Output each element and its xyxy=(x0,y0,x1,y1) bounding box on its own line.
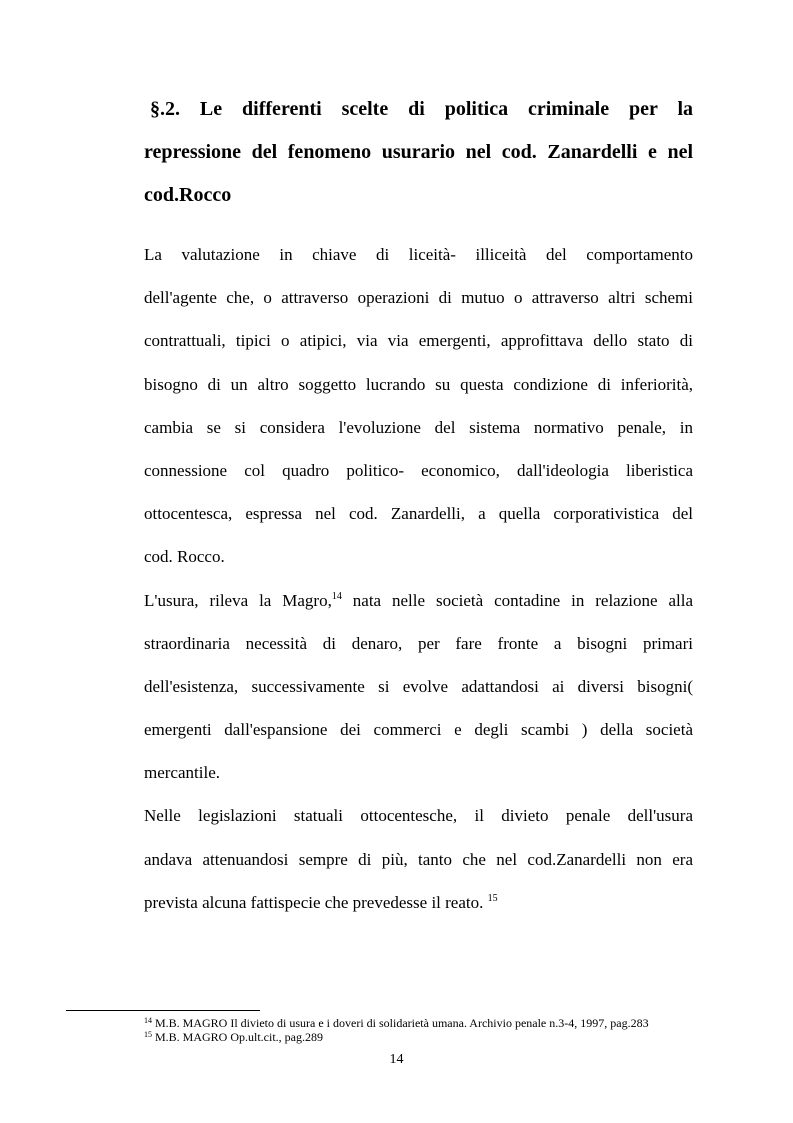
footnote-number: 15 xyxy=(144,1030,152,1039)
text-line: cambia se si considera l'evoluzione del sistema normativo penale, in xyxy=(144,417,693,437)
footnote-number: 14 xyxy=(144,1016,152,1025)
text-line: cod. Rocco. xyxy=(144,547,225,567)
footnote xyxy=(144,1030,744,1044)
footnote xyxy=(144,1016,744,1030)
text-fragment: prevista alcuna fattispecie che prevedesse il reato. xyxy=(144,892,488,912)
text-line xyxy=(144,881,693,924)
text-line: contrattuali, tipici o atipici, via via emergenti, approfittava dello stato di xyxy=(144,331,693,351)
text-line: straordinaria necessità di denaro, per fare fronte a bisogni primari xyxy=(144,633,693,653)
text-line: bisogno di un altro soggetto lucrando su questa condizione di inferiorità, xyxy=(144,374,693,394)
text-line: mercantile. xyxy=(144,763,220,783)
text-line: Nelle legislazioni statuali ottocentesche, il divieto penale dell'usura xyxy=(144,806,693,826)
text-line xyxy=(144,579,693,622)
footnote-text: M.B. MAGRO Il divieto di usura e i doveri di solidarietà umana. Archivio penale n.3-4, 1997, pag.283 xyxy=(152,1016,649,1030)
text-line: dell'agente che, o attraverso operazioni di mutuo o attraverso altri schemi xyxy=(144,288,693,308)
body-text xyxy=(144,233,693,924)
heading-line: repressione del fenomeno usurario nel cod. Zanardelli e nel xyxy=(144,141,693,163)
text-line: dell'esistenza, successivamente si evolve adattandosi ai diversi bisogni( xyxy=(144,676,693,696)
text-line: La valutazione in chiave di liceità- illiceità del comportamento xyxy=(144,245,693,264)
page-number: 14 xyxy=(389,1052,404,1067)
text-fragment: L'usura, rileva la Magro, xyxy=(144,590,332,610)
heading-line: §.2. Le differenti scelte di politica criminale per la xyxy=(150,98,693,120)
footnote-ref[interactable]: 14 xyxy=(331,590,342,602)
footnote-ref[interactable]: 15 xyxy=(487,892,498,904)
section-heading xyxy=(144,88,693,217)
footnote-text: M.B. MAGRO Op.ult.cit., pag.289 xyxy=(152,1030,323,1044)
footnotes xyxy=(144,1016,744,1044)
footnote-divider xyxy=(66,1010,260,1011)
heading-line: cod.Rocco xyxy=(144,184,232,206)
text-line: ottocentesca, espressa nel cod. Zanardelli, a quella corporativistica del xyxy=(144,504,693,524)
text-fragment: nata nelle società contadine in relazione alla xyxy=(341,590,693,610)
text-line: connessione col quadro politico- economico, dall'ideologia liberistica xyxy=(144,460,693,480)
text-line: andava attenuandosi sempre di più, tanto che nel cod.Zanardelli non era xyxy=(144,849,693,869)
text-line: emergenti dall'espansione dei commerci e degli scambi ) della società xyxy=(144,720,693,740)
